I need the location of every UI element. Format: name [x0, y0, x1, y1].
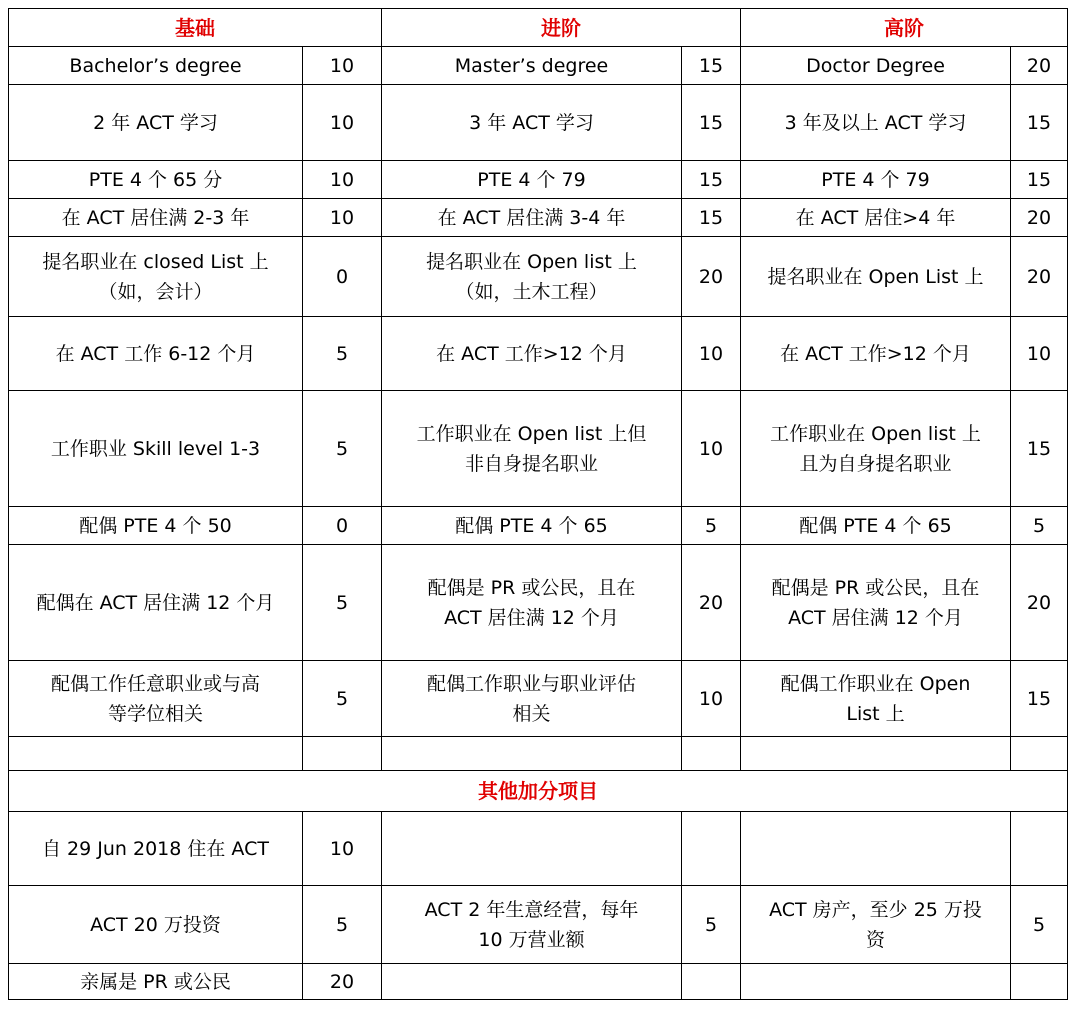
basic-item: 提名职业在 closed List 上 （如，会计） [9, 237, 303, 317]
basic-item: 配偶工作任意职业或与高 等学位相关 [9, 661, 303, 737]
extra-section-row [9, 771, 1068, 812]
table-row [9, 812, 1068, 886]
advanced-score [1011, 964, 1068, 1000]
basic-score: 0 [303, 237, 382, 317]
intermediate-item: 配偶 PTE 4 个 65 [382, 507, 682, 545]
basic-score: 10 [303, 199, 382, 237]
intermediate-score: 20 [682, 237, 741, 317]
advanced-score [1011, 812, 1068, 886]
basic-score: 20 [303, 964, 382, 1000]
basic-item: 2 年 ACT 学习 [9, 85, 303, 161]
basic-score: 10 [303, 812, 382, 886]
points-table [8, 8, 1068, 1000]
header-basic: 基础 [9, 9, 382, 47]
basic-item: 配偶在 ACT 居住满 12 个月 [9, 545, 303, 661]
basic-item [9, 737, 303, 771]
advanced-item [741, 812, 1011, 886]
table-row [9, 317, 1068, 391]
basic-item: 在 ACT 工作 6-12 个月 [9, 317, 303, 391]
extra-section-title: 其他加分项目 [9, 771, 1068, 812]
table-row [9, 964, 1068, 1000]
basic-score: 5 [303, 545, 382, 661]
table-row [9, 886, 1068, 964]
intermediate-item [382, 737, 682, 771]
table-row [9, 47, 1068, 85]
intermediate-item: 工作职业在 Open list 上但 非自身提名职业 [382, 391, 682, 507]
advanced-score: 20 [1011, 47, 1068, 85]
table-row [9, 661, 1068, 737]
intermediate-item: Master’s degree [382, 47, 682, 85]
basic-item: ACT 20 万投资 [9, 886, 303, 964]
advanced-item [741, 964, 1011, 1000]
table-row [9, 545, 1068, 661]
basic-score: 10 [303, 85, 382, 161]
advanced-score: 15 [1011, 391, 1068, 507]
intermediate-score: 15 [682, 47, 741, 85]
advanced-item: 3 年及以上 ACT 学习 [741, 85, 1011, 161]
intermediate-item: ACT 2 年生意经营，每年 10 万营业额 [382, 886, 682, 964]
intermediate-item [382, 964, 682, 1000]
advanced-score: 20 [1011, 237, 1068, 317]
table-row [9, 199, 1068, 237]
intermediate-score: 10 [682, 661, 741, 737]
advanced-score: 5 [1011, 507, 1068, 545]
advanced-score: 20 [1011, 545, 1068, 661]
table-row [9, 507, 1068, 545]
basic-item: 亲属是 PR 或公民 [9, 964, 303, 1000]
header-row [9, 9, 1068, 47]
advanced-item: 在 ACT 居住>4 年 [741, 199, 1011, 237]
basic-item: 配偶 PTE 4 个 50 [9, 507, 303, 545]
advanced-score: 15 [1011, 85, 1068, 161]
advanced-item: Doctor Degree [741, 47, 1011, 85]
header-advanced: 高阶 [741, 9, 1068, 47]
intermediate-item: 在 ACT 居住满 3-4 年 [382, 199, 682, 237]
advanced-item: ACT 房产，至少 25 万投 资 [741, 886, 1011, 964]
intermediate-score: 20 [682, 545, 741, 661]
advanced-score: 15 [1011, 161, 1068, 199]
intermediate-score: 10 [682, 317, 741, 391]
intermediate-score [682, 737, 741, 771]
intermediate-item: 配偶工作职业与职业评估 相关 [382, 661, 682, 737]
basic-score: 10 [303, 47, 382, 85]
basic-score: 0 [303, 507, 382, 545]
table-row [9, 85, 1068, 161]
intermediate-score: 15 [682, 199, 741, 237]
advanced-item [741, 737, 1011, 771]
intermediate-score: 15 [682, 85, 741, 161]
intermediate-item: 在 ACT 工作>12 个月 [382, 317, 682, 391]
advanced-score: 10 [1011, 317, 1068, 391]
advanced-score: 20 [1011, 199, 1068, 237]
basic-item: Bachelor’s degree [9, 47, 303, 85]
advanced-item: 工作职业在 Open list 上 且为自身提名职业 [741, 391, 1011, 507]
advanced-score: 15 [1011, 661, 1068, 737]
table-row [9, 237, 1068, 317]
intermediate-score: 5 [682, 507, 741, 545]
basic-item: 工作职业 Skill level 1-3 [9, 391, 303, 507]
basic-item: PTE 4 个 65 分 [9, 161, 303, 199]
advanced-item: 配偶是 PR 或公民，且在 ACT 居住满 12 个月 [741, 545, 1011, 661]
basic-score: 5 [303, 317, 382, 391]
advanced-score [1011, 737, 1068, 771]
intermediate-score: 5 [682, 886, 741, 964]
advanced-item: 在 ACT 工作>12 个月 [741, 317, 1011, 391]
advanced-item: 配偶 PTE 4 个 65 [741, 507, 1011, 545]
intermediate-item: 3 年 ACT 学习 [382, 85, 682, 161]
table-row [9, 737, 1068, 771]
intermediate-item: PTE 4 个 79 [382, 161, 682, 199]
intermediate-item: 提名职业在 Open list 上 （如，土木工程） [382, 237, 682, 317]
intermediate-item: 配偶是 PR 或公民，且在 ACT 居住满 12 个月 [382, 545, 682, 661]
table-row [9, 391, 1068, 507]
basic-score [303, 737, 382, 771]
advanced-item: 配偶工作职业在 Open List 上 [741, 661, 1011, 737]
basic-score: 10 [303, 161, 382, 199]
advanced-item: 提名职业在 Open List 上 [741, 237, 1011, 317]
intermediate-score [682, 812, 741, 886]
intermediate-score: 15 [682, 161, 741, 199]
intermediate-item [382, 812, 682, 886]
advanced-item: PTE 4 个 79 [741, 161, 1011, 199]
intermediate-score: 10 [682, 391, 741, 507]
advanced-score: 5 [1011, 886, 1068, 964]
basic-item: 自 29 Jun 2018 住在 ACT [9, 812, 303, 886]
header-intermediate: 进阶 [382, 9, 741, 47]
basic-score: 5 [303, 391, 382, 507]
basic-score: 5 [303, 661, 382, 737]
basic-item: 在 ACT 居住满 2-3 年 [9, 199, 303, 237]
basic-score: 5 [303, 886, 382, 964]
table-row [9, 161, 1068, 199]
intermediate-score [682, 964, 741, 1000]
